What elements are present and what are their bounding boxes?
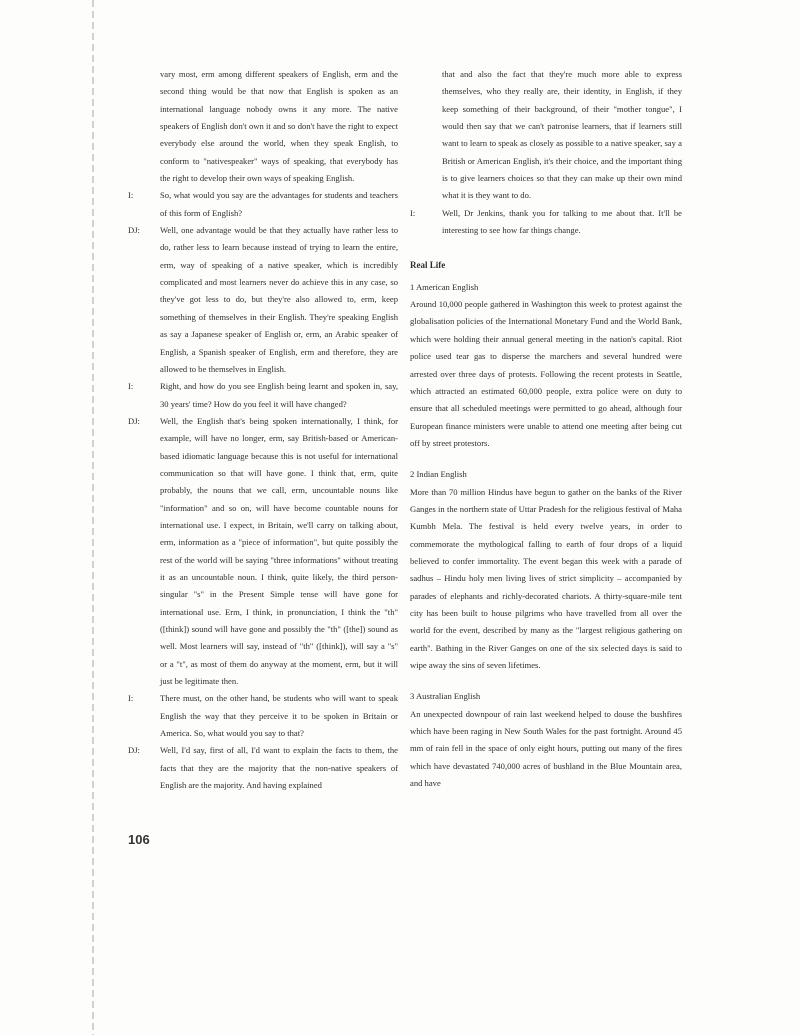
speaker-label: I: <box>128 381 134 392</box>
interview-turn <box>128 413 398 691</box>
speaker-label: DJ: <box>128 225 140 236</box>
turn-text: Well, Dr Jenkins, thank you for talking to me about that. It'll be interesting to see how far things change. <box>442 207 682 236</box>
interview-turn <box>410 205 682 240</box>
turn-text: Well, I'd say, first of all, I'd want to explain the facts to them, the facts that they are the majority that the non-native speakers of English are the majority. And having explained <box>160 745 398 791</box>
section-heading: Real Life <box>410 260 446 271</box>
interview-turn <box>128 690 398 742</box>
speaker-label: I: <box>410 207 416 218</box>
news-item-heading: 1 American English <box>410 281 479 292</box>
turn-text: Right, and how do you see English being learnt and spoken in, say, 30 years' time? How do you feel it will have changed? <box>160 381 398 409</box>
speaker-label: I: <box>128 693 134 704</box>
speaker-label: DJ: <box>128 415 140 426</box>
speaker-label: I: <box>128 190 134 201</box>
interview-turn <box>128 742 398 794</box>
news-item-text: Around 10,000 people gathered in Washington this week to protest against the globalisation policies of the International Monetary Fund and the World Bank, which were holding their annual general meeting in the nation's capital. Riot police used tear gas to disperse the marchers and several hundred were arrested over three days of protests. Following the recent protests in Seattle, which attracted an estimated 60,000 people, extra police were on duty to ensure that all scheduled meetings were permitted to go ahead, although four European finance ministers were unable to attend one meeting after being cut off by street protestors. <box>410 299 682 448</box>
interview-turn <box>128 222 398 378</box>
news-item-heading: 2 Indian English <box>410 469 467 480</box>
news-item-text: An unexpected downpour of rain last weekend helped to douse the bushfires which have been raging in New South Wales for the past fortnight. Around 45 mm of rain fell in the space of only eight hours, putting out many of the fires which have devastated 740,000 acres of bushland in the Blue Mountain area, and have <box>410 708 682 789</box>
turn-text: Well, the English that's being spoken internationally, I think, for example, will have no longer, erm, say British-based or American-based idiomatic language because this is not useful for international communication so that will have gone. I think that, erm, quite probably, the nouns that we call, erm, uncountable nouns like "information" and so on, will have become countable nouns for international use. I expect, in Britain, we'll carry on talking about, erm, information as a "piece of information", but quite possibly the rest of the world will be saying "three informations" without treating it as an uncountable noun. I think, quite likely, the third person-singular "s" in the Present Simple tense will have gone for international use. Erm, I think, in pronunciation, I think the "th" ([think]) sound will have gone and possibly the "th" ([the]) sound as well. Most learners will say, instead of "th" ([think]), will say a "s" or a "t", as most of them do anyway at the moment, erm, but it will just be legitimate then. <box>160 415 398 687</box>
turn-text: So, what would you say are the advantages for students and teachers of this form of English? <box>160 190 398 218</box>
news-item-heading: 3 Australian English <box>410 691 481 702</box>
interview-paragraph: vary most, erm among different speakers of English, erm and the second thing would be that now that English is spoken as an international language nobody owns it any more. The native speakers of English don't own it and so don't have the right to expect everybody else around the world, when they speak English, to conform to "nativespeaker" ways of speaking, that everybody has the right to develop their own ways of speaking English. <box>160 69 398 184</box>
right-column <box>410 66 682 792</box>
left-column <box>128 66 398 794</box>
interview-turn <box>128 378 398 413</box>
speaker-label: DJ: <box>128 745 140 756</box>
turn-text: Well, one advantage would be that they actually have rather less to do, rather less to learn because instead of trying to learn the entire, erm, way of speaking of a native speaker, which is incredibly complicated and most learners never do achieve this in any case, so they've got less to do, but they're also allowed to, erm, keep something of themselves in their English. They're speaking English as say a Japanese speaker of English or, erm, an Arabic speaker of English, a Spanish speaker of English, erm and therefore, they are allowed to be themselves in English. <box>160 225 398 374</box>
interview-continuation: that and also the fact that they're much more able to express themselves, who they really are, their identity, in English, if they keep something of their background, of their "mother tongue", I would then say that we can't patronise learners, that if learners still want to learn to speak as closely as possible to a native speaker, say a British or American English, it's their choice, and the important thing is to give learners choices so that they can make up their own mind what it is they want to do. <box>442 69 682 201</box>
turn-text: There must, on the other hand, be students who will want to speak English the way that they perceive it to be spoken in Britain or America. So, what would you say to that? <box>160 693 398 739</box>
scan-binding-edge <box>92 0 94 1035</box>
page-number: 106 <box>128 832 150 847</box>
interview-turn <box>128 187 398 222</box>
news-item-text: More than 70 million Hindus have begun to gather on the banks of the River Ganges in the northern state of Uttar Pradesh for the religious festival of Maha Kumbh Mela. The festival is held every twelve years, in order to commemorate the mythological falling to earth of four drops of a liquid believed to confer immortality. The event began this week with a parade of sadhus – Hindu holy men living lives of strict simplicity – accompanied by parades of elephants and richly-decorated chariots. A thirty-square-mile tent city has been built to house pilgrims who have travelled from all over the world for the event, described by many as the "largest religious gathering on earth". Bathing in the River Ganges on one of the six selected days is said to wipe away the sins of seven lifetimes. <box>410 486 682 670</box>
